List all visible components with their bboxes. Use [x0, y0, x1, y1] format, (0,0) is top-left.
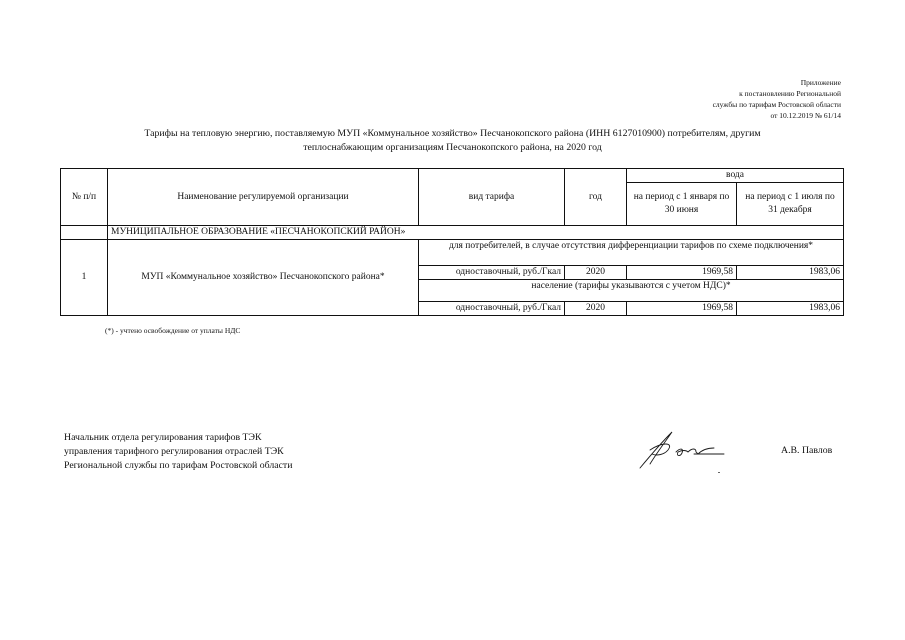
group-1-year: 2020 [565, 266, 627, 280]
group-2-period-2: 1983,06 [737, 302, 844, 316]
group-2-period-1: 1969,58 [627, 302, 737, 316]
header-year: год [565, 169, 627, 226]
signer-line-2: управления тарифного регулирования отраслей ТЭК [64, 446, 284, 457]
appendix-line-4: от 10.12.2019 № 61/14 [770, 111, 841, 120]
group-1-title: для потребителей, в случае отсутствия дифференциации тарифов по схеме подключения* [419, 240, 844, 266]
header-period-1: на период с 1 января по 30 июня [627, 183, 737, 226]
group-2-type: одноставочный, руб./Гкал [419, 302, 565, 316]
footnote: (*) - учтено освобождение от уплаты НДС [105, 326, 241, 335]
signer-name: А.В. Павлов [781, 445, 833, 456]
tariff-table [60, 168, 844, 316]
section-empty-cell [61, 226, 108, 240]
document-title [80, 127, 825, 155]
header-period-2: на период с 1 июля по 31 декабря [737, 183, 844, 226]
header-tariff-type: вид тарифа [419, 169, 565, 226]
header-org: Наименование регулируемой организации [108, 169, 419, 226]
handwritten-signature [632, 428, 732, 472]
signer-line-3: Региональной службы по тарифам Ростовской области [64, 460, 293, 471]
row-num: 1 [61, 240, 108, 316]
group-2-year: 2020 [565, 302, 627, 316]
title-line-2: теплоснабжающим организациям Песчанокопского района, на 2020 год [303, 142, 602, 153]
header-water: вода [627, 169, 844, 183]
signer-position [64, 431, 292, 473]
group-2-title: население (тарифы указываются с учетом НДС)* [419, 280, 844, 302]
group-1-period-1: 1969,58 [627, 266, 737, 280]
stray-mark [718, 472, 720, 473]
row-org: МУП «Коммунальное хозяйство» Песчанокопского района* [108, 240, 419, 316]
appendix-line-3: службы по тарифам Ростовской области [712, 100, 841, 109]
group-1-period-2: 1983,06 [737, 266, 844, 280]
signer-line-1: Начальник отдела регулирования тарифов ТЭК [64, 432, 262, 443]
appendix-block [713, 77, 841, 121]
group-1-type: одноставочный, руб./Гкал [419, 266, 565, 280]
appendix-line-1: Приложение [800, 78, 841, 87]
header-num: № п/п [61, 169, 108, 226]
title-line-1: Тарифы на тепловую энергию, поставляемую МУП «Коммунальное хозяйство» Песчанокопского района (ИНН 6127010900) потребителям, другим [144, 128, 761, 139]
section-title: МУНИЦИПАЛЬНОЕ ОБРАЗОВАНИЕ «ПЕСЧАНОКОПСКИЙ РАЙОН» [108, 226, 844, 240]
appendix-line-2: к постановлению Региональной [739, 89, 841, 98]
